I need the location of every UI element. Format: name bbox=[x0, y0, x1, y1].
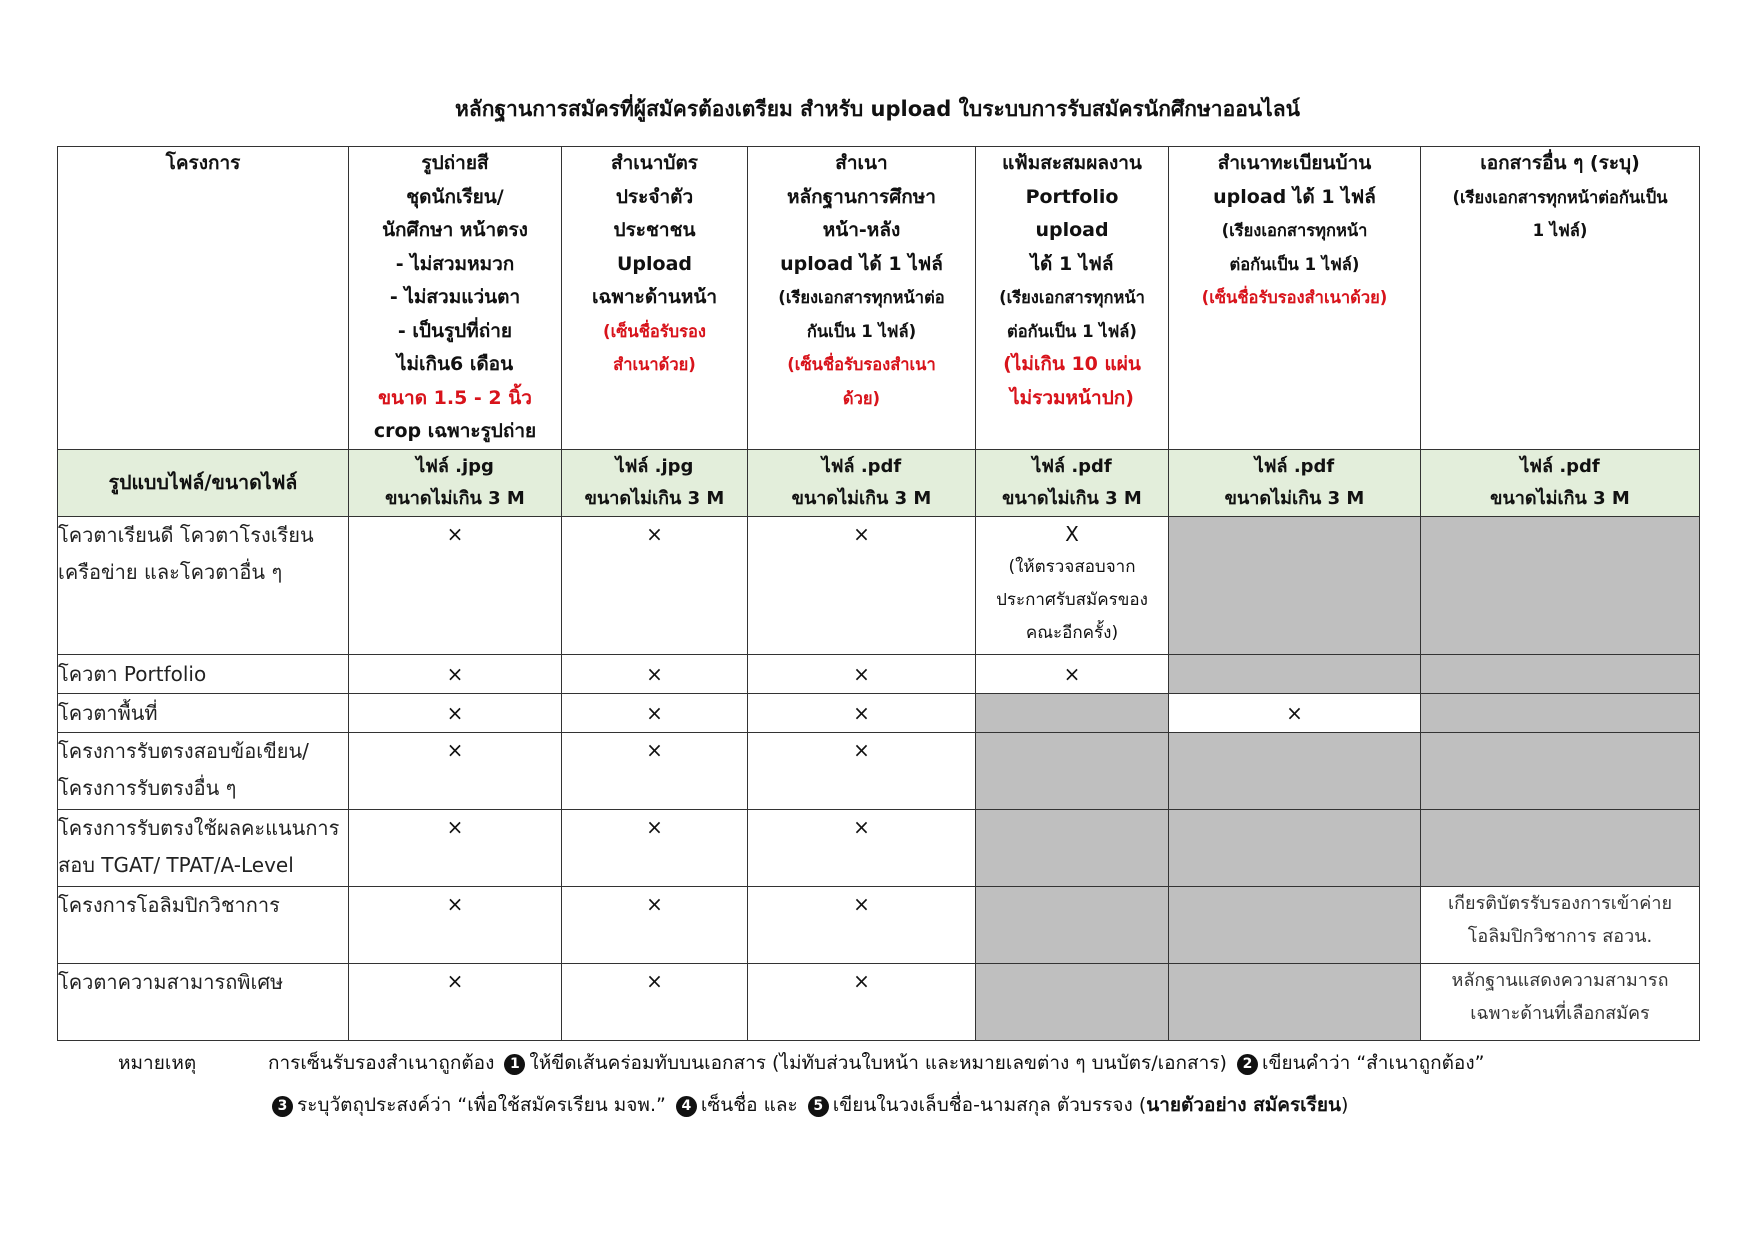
check-mark: × bbox=[349, 732, 562, 809]
note-label: หมายเหตุ bbox=[118, 1052, 197, 1074]
not-required-cell bbox=[1169, 809, 1421, 886]
header-row bbox=[58, 147, 1700, 450]
header-other-documents: เอกสารอื่น ๆ (ระบุ) (เรียงเอกสารทุกหน้าต่อกันเป็น 1 ไฟล์) bbox=[1421, 147, 1700, 450]
not-required-cell bbox=[976, 809, 1169, 886]
not-required-cell bbox=[1421, 693, 1700, 732]
not-required-cell bbox=[1421, 516, 1700, 654]
check-mark: × bbox=[349, 654, 562, 693]
header-photo: รูปถ่ายสี ชุดนักเรียน/ นักศึกษา หน้าตรง - ไม่สวมหมวก - ไม่สวมแว่นตา - เป็นรูปที่ถ่าย ไม่เกิน6 เดือน ขนาด 1.5 - 2 นิ้ว crop เฉพาะรูปถ่าย bbox=[349, 147, 562, 450]
check-mark: × bbox=[748, 693, 976, 732]
not-required-cell bbox=[976, 732, 1169, 809]
check-mark: × bbox=[349, 693, 562, 732]
check-mark: × bbox=[748, 732, 976, 809]
example-name: นายตัวอย่าง สมัครเรียน bbox=[1146, 1094, 1341, 1116]
check-mark: × bbox=[349, 886, 562, 963]
format-cell: ไฟล์ .pdf ขนาดไม่เกิน 3 M bbox=[1421, 449, 1700, 516]
header-portfolio: แฟ้มสะสมผลงาน Portfolio upload ได้ 1 ไฟล์ (เรียงเอกสารทุกหน้า ต่อกันเป็น 1 ไฟล์) (ไม่เกิน 10 แผ่น ไม่รวมหน้าปก) bbox=[976, 147, 1169, 450]
number-1-icon: 1 bbox=[504, 1054, 525, 1075]
portfolio-cell: X (ให้ตรวจสอบจาก ประกาศรับสมัครของ คณะอีกครั้ง) bbox=[976, 516, 1169, 654]
check-mark: × bbox=[349, 963, 562, 1040]
table-row bbox=[58, 963, 1700, 1040]
check-mark: × bbox=[976, 654, 1169, 693]
check-mark: × bbox=[562, 886, 748, 963]
not-required-cell bbox=[1421, 654, 1700, 693]
table-row bbox=[58, 516, 1700, 654]
check-mark: × bbox=[562, 809, 748, 886]
check-mark: × bbox=[748, 516, 976, 654]
format-cell: ไฟล์ .pdf ขนาดไม่เกิน 3 M bbox=[1169, 449, 1421, 516]
format-cell: ไฟล์ .jpg ขนาดไม่เกิน 3 M bbox=[562, 449, 748, 516]
check-mark: X bbox=[1065, 521, 1079, 546]
not-required-cell bbox=[1421, 809, 1700, 886]
note-line-1: การเซ็นรับรองสำเนาถูกต้อง 1 ให้ขีดเส้นคร่อมทับบนเอกสาร (ไม่ทับส่วนใบหน้า และหมายเลขต่าง ๆ บนบัตร/เอกสาร) 2 เขียนคำว่า “สำเนาถูกต้อง” bbox=[268, 1052, 1485, 1074]
not-required-cell bbox=[1169, 516, 1421, 654]
page-title: หลักฐานการสมัครที่ผู้สมัครต้องเตรียม สำหรับ upload ใบระบบการรับสมัครนักศึกษาออนไลน์ bbox=[455, 97, 1300, 121]
check-mark: × bbox=[349, 809, 562, 886]
header-education: สำเนา หลักฐานการศึกษา หน้า-หลัง upload ได้ 1 ไฟล์ (เรียงเอกสารทุกหน้าต่อ กันเป็น 1 ไฟล์) (เซ็นชื่อรับรองสำเนา ด้วย) bbox=[748, 147, 976, 450]
check-mark: × bbox=[748, 809, 976, 886]
row-label: โครงการรับตรงใช้ผลคะแนนการ สอบ TGAT/ TPAT/A-Level bbox=[58, 809, 349, 886]
check-mark: × bbox=[349, 516, 562, 654]
number-3-icon: 3 bbox=[272, 1096, 293, 1117]
check-mark: × bbox=[562, 963, 748, 1040]
not-required-cell bbox=[1169, 963, 1421, 1040]
table-row bbox=[58, 693, 1700, 732]
table-row bbox=[58, 886, 1700, 963]
file-format-row bbox=[58, 449, 1700, 516]
row-label: โครงการโอลิมปิกวิชาการ bbox=[58, 886, 349, 963]
check-mark: × bbox=[748, 886, 976, 963]
header-idcard: สำเนาบัตร ประจำตัว ประชาชน Upload เฉพาะด้านหน้า (เซ็นชื่อรับรอง สำเนาด้วย) bbox=[562, 147, 748, 450]
table-row bbox=[58, 732, 1700, 809]
row-label: โครงการรับตรงสอบข้อเขียน/ โครงการรับตรงอื่น ๆ bbox=[58, 732, 349, 809]
row-label: โควตาความสามารถพิเศษ bbox=[58, 963, 349, 1040]
check-mark: × bbox=[562, 516, 748, 654]
not-required-cell bbox=[1169, 654, 1421, 693]
not-required-cell bbox=[1169, 886, 1421, 963]
check-mark: × bbox=[748, 963, 976, 1040]
not-required-cell bbox=[976, 693, 1169, 732]
check-mark: × bbox=[748, 654, 976, 693]
not-required-cell bbox=[1169, 732, 1421, 809]
other-document-note: หลักฐานแสดงความสามารถ เฉพาะด้านที่เลือกสมัคร bbox=[1421, 963, 1700, 1040]
number-5-icon: 5 bbox=[808, 1096, 829, 1117]
header-program: โครงการ bbox=[58, 147, 349, 450]
check-mark: × bbox=[562, 732, 748, 809]
number-2-icon: 2 bbox=[1237, 1054, 1258, 1075]
row-label: โควตาพื้นที่ bbox=[58, 693, 349, 732]
header-house-registration: สำเนาทะเบียนบ้าน upload ได้ 1 ไฟล์ (เรียงเอกสารทุกหน้า ต่อกันเป็น 1 ไฟล์) (เซ็นชื่อรับรองสำเนาด้วย) bbox=[1169, 147, 1421, 450]
requirements-table bbox=[57, 146, 1700, 1041]
table-row bbox=[58, 809, 1700, 886]
format-cell: ไฟล์ .pdf ขนาดไม่เกิน 3 M bbox=[976, 449, 1169, 516]
check-mark: × bbox=[562, 654, 748, 693]
file-format-label: รูปแบบไฟล์/ขนาดไฟล์ bbox=[58, 449, 349, 516]
check-mark: × bbox=[1169, 693, 1421, 732]
row-label: โควตาเรียนดี โควตาโรงเรียน เครือข่าย และโควตาอื่น ๆ bbox=[58, 516, 349, 654]
check-mark: × bbox=[562, 693, 748, 732]
row-label: โควตา Portfolio bbox=[58, 654, 349, 693]
number-4-icon: 4 bbox=[676, 1096, 697, 1117]
not-required-cell bbox=[1421, 732, 1700, 809]
table-row bbox=[58, 654, 1700, 693]
not-required-cell bbox=[976, 963, 1169, 1040]
other-document-note: เกียรติบัตรรับรองการเข้าค่าย โอลิมปิกวิชาการ สอวน. bbox=[1421, 886, 1700, 963]
format-cell: ไฟล์ .pdf ขนาดไม่เกิน 3 M bbox=[748, 449, 976, 516]
format-cell: ไฟล์ .jpg ขนาดไม่เกิน 3 M bbox=[349, 449, 562, 516]
not-required-cell bbox=[976, 886, 1169, 963]
note-line-2: 3 ระบุวัตถุประสงค์ว่า “เพื่อใช้สมัครเรียน มจพ.” 4 เซ็นชื่อ และ 5 เขียนในวงเล็บชื่อ-นามสกุล ตัวบรรจง (นายตัวอย่าง สมัครเรียน) bbox=[268, 1090, 1348, 1120]
